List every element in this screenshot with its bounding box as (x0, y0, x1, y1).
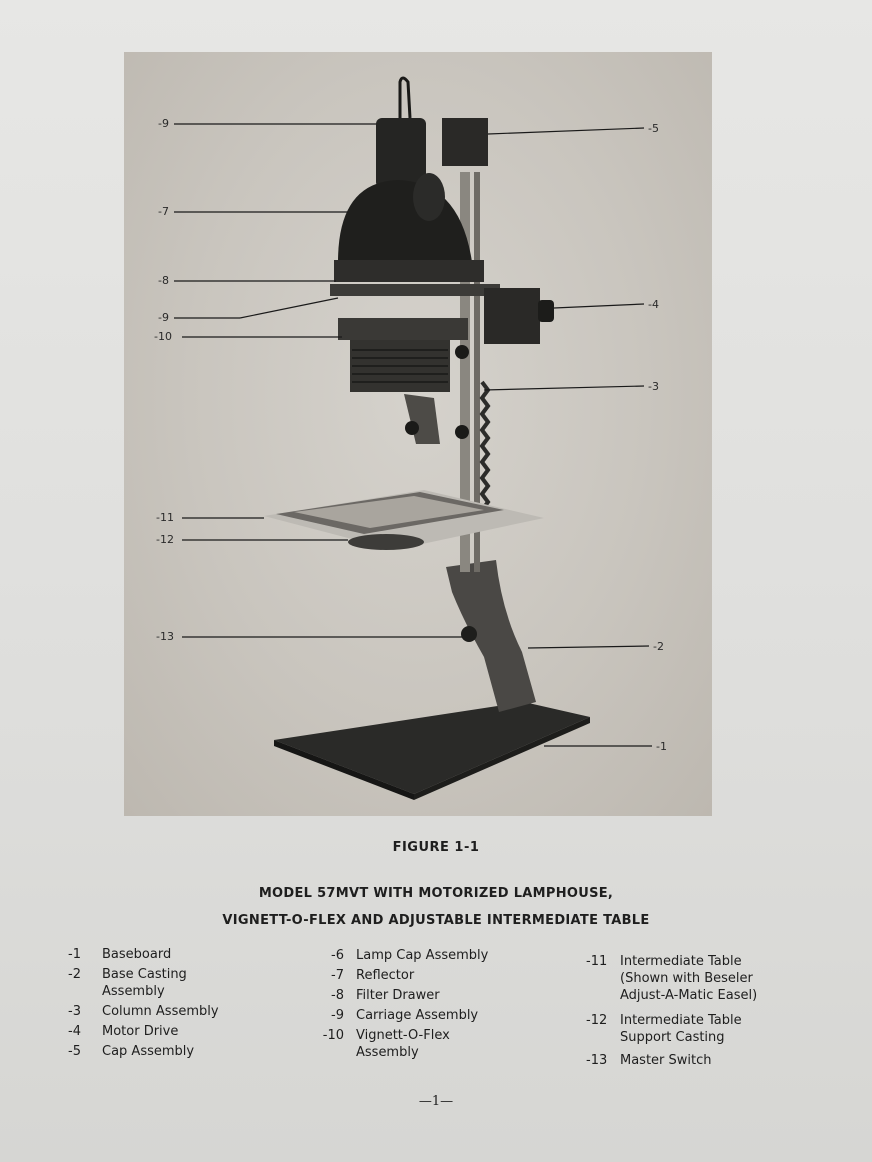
legend-label: Cap Assembly (102, 1044, 195, 1059)
legend-label: Master Switch (620, 1053, 712, 1068)
callout-label: -10 (154, 330, 172, 343)
motor-drive-shape (484, 288, 540, 344)
legend-item (68, 1043, 268, 1060)
legend-label: Motor Drive (102, 1024, 179, 1039)
figure-title-line1: MODEL 57MVT WITH MOTORIZED LAMPHOUSE, (258, 886, 614, 901)
callout-label: -3 (648, 380, 659, 393)
enlarger-photograph (124, 52, 712, 816)
legend-item (586, 953, 806, 1004)
legend-label: Intermediate Table Support Casting (620, 1013, 742, 1045)
baseboard-shape (274, 702, 590, 794)
legend-number: -2 (68, 967, 81, 982)
legend-item (322, 1007, 562, 1024)
legend-number: -13 (586, 1053, 608, 1068)
callout-label: -12 (156, 533, 174, 546)
legend-item (68, 966, 268, 1000)
legend-number: -4 (68, 1024, 81, 1039)
reflector-shape (338, 180, 472, 262)
legend-item (322, 987, 562, 1004)
legend-item (68, 946, 268, 963)
callout-label: -11 (156, 511, 174, 524)
legend-number: -8 (331, 988, 344, 1003)
legend-label: Lamp Cap Assembly (356, 948, 489, 963)
legend-item (322, 947, 562, 964)
legend-number: -9 (331, 1008, 344, 1023)
callout-label: -8 (158, 274, 169, 287)
legend-number: -11 (586, 954, 608, 969)
legend-item (322, 967, 562, 984)
lamp-cap-shape (376, 118, 426, 188)
base-casting-shape (446, 560, 536, 712)
legend-number: -1 (68, 947, 81, 962)
legend-column-middle (322, 947, 562, 1064)
legend-label: Baseboard (102, 947, 172, 962)
legend-label: Vignett-O-Flex Assembly (356, 1028, 450, 1060)
legend-label: Intermediate Table (Shown with Beseler Adjust-A-Matic Easel) (620, 954, 758, 1003)
figure-label: FIGURE 1-1 (392, 840, 480, 855)
legend-label: Reflector (356, 968, 415, 983)
legend-number: -3 (68, 1004, 81, 1019)
legend-label: Carriage Assembly (356, 1008, 479, 1023)
legend-column-right (586, 953, 806, 1072)
legend-item (586, 1052, 806, 1069)
page-number: —1— (418, 1094, 454, 1109)
table-support-casting-shape (348, 534, 424, 550)
legend-number: -10 (322, 1028, 344, 1043)
filter-drawer-shape (334, 260, 484, 282)
callout-label: -7 (158, 205, 169, 218)
legend-number: -7 (331, 968, 344, 983)
legend-item (586, 1012, 806, 1046)
legend-item (68, 1003, 268, 1020)
legend-item (68, 1023, 268, 1040)
cap-assembly-shape (442, 118, 488, 166)
legend-label: Column Assembly (102, 1004, 219, 1019)
legend-number: -5 (68, 1044, 81, 1059)
legend-number: -12 (586, 1013, 608, 1028)
master-switch-shape (461, 626, 477, 642)
carriage-shape (338, 318, 468, 340)
figure-title-line2: VIGNETT-O-FLEX AND ADJUSTABLE INTERMEDIATE TABLE (222, 913, 650, 928)
callout-label: -4 (648, 298, 659, 311)
legend-number: -6 (331, 948, 344, 963)
callout-label: -2 (653, 640, 664, 653)
legend-label: Filter Drawer (356, 988, 440, 1003)
enlarger-illustration (124, 52, 712, 816)
legend-item (322, 1027, 562, 1061)
callout-label: -9 (158, 311, 169, 324)
legend-label: Base Casting Assembly (102, 967, 187, 999)
legend-column-left (68, 946, 268, 1063)
callout-label: -9 (158, 117, 169, 130)
callout-label: -1 (656, 740, 667, 753)
callout-label: -5 (648, 122, 659, 135)
callout-label: -13 (156, 630, 174, 643)
